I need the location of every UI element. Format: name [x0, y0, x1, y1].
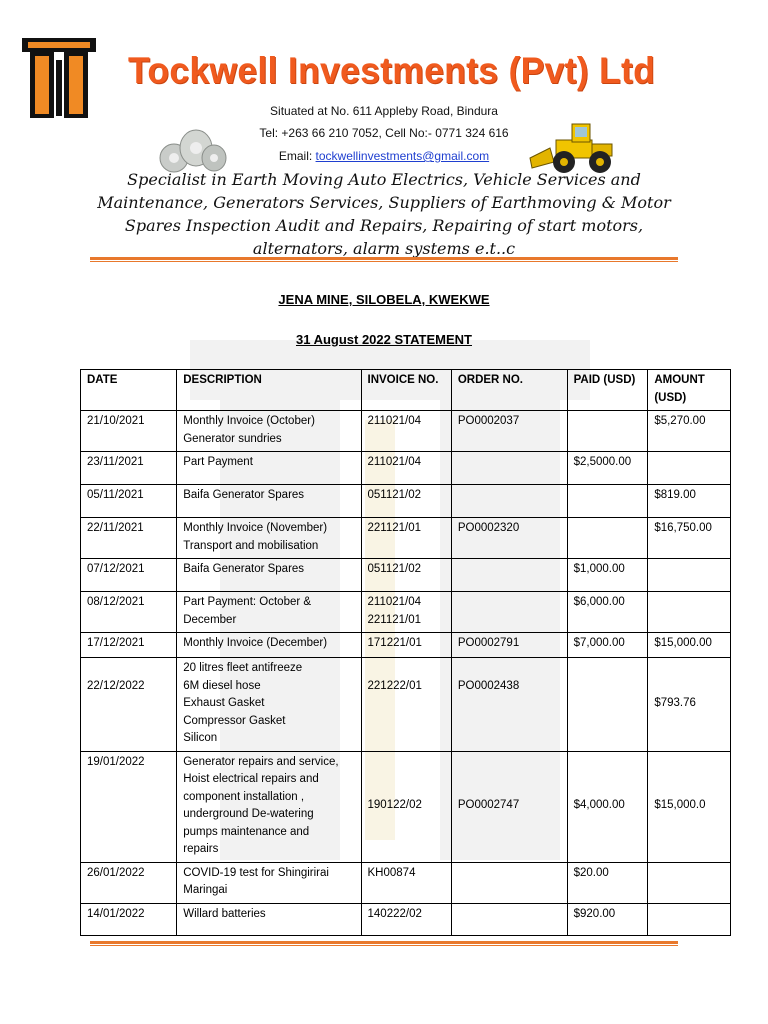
cell-date-text: 14/01/2022	[87, 907, 145, 920]
company-address: Situated at No. 611 Appleby Road, Bindura	[270, 104, 498, 118]
cell-invoice	[361, 862, 451, 903]
cell-paid	[567, 903, 648, 935]
cell-date-text: 26/01/2022	[87, 866, 145, 879]
table-row	[81, 751, 731, 862]
cell-invoice	[361, 751, 451, 862]
cell-description-text: 6M diesel hose	[183, 679, 261, 692]
header-divider	[90, 257, 678, 262]
cell-description-text: Baifa Generator Spares	[183, 563, 305, 575]
cell-date-text: 17/12/2021	[87, 637, 145, 649]
cell-description-text: Part Payment: October &	[183, 596, 312, 608]
cell-date	[81, 559, 177, 592]
footer-divider	[90, 941, 678, 946]
cell-description-text: 20 litres fleet antifreeze	[183, 662, 303, 674]
cell-description-text: repairs	[183, 843, 219, 855]
cell-amount	[648, 452, 731, 485]
company-email-line	[0, 149, 768, 163]
cell-date-text: 07/12/2021	[87, 563, 145, 575]
cell-date-text: 21/10/2021	[87, 415, 145, 427]
cell-paid-text: $20.00	[573, 866, 609, 879]
cell-description	[177, 633, 361, 658]
cell-description-text: Generator sundries	[183, 432, 282, 445]
cell-amount-text: $16,750.00	[654, 522, 712, 534]
cell-amount	[648, 658, 731, 752]
cell-order-text: PO0002037	[457, 415, 520, 427]
cell-date	[81, 862, 177, 903]
cell-amount	[648, 411, 731, 452]
statement-rows	[81, 411, 731, 936]
cell-date-text: 08/12/2021	[87, 596, 145, 608]
cell-description	[177, 485, 361, 518]
cell-amount	[648, 751, 731, 862]
cell-amount	[648, 559, 731, 592]
cell-description-text: Hoist electrical repairs and	[183, 773, 319, 785]
cell-paid	[567, 518, 648, 559]
company-tagline: Specialist in Earth Moving Auto Electrics, Vehicle Services and Maintenance, Generators Services, Suppliers of Earthmoving & Motor Spares Inspection Audit and Repairs, Repairing of start motors, alternators, alarm systems e.t..c	[97, 170, 671, 258]
cell-description	[177, 903, 361, 935]
header-invoice-no: INVOICE NO.	[361, 370, 451, 411]
cell-description-text: component installation ,	[183, 790, 305, 803]
table-row	[81, 559, 731, 592]
email-label: Email:	[278, 149, 313, 163]
cell-description-text: Generator repairs and service,	[183, 755, 339, 768]
table-row	[81, 903, 731, 935]
cell-order	[451, 658, 567, 752]
cell-order	[451, 633, 567, 658]
header-description: DESCRIPTION	[177, 370, 361, 411]
cell-date	[81, 633, 177, 658]
cell-date	[81, 658, 177, 752]
cell-order-text: PO0002747	[457, 799, 520, 812]
cell-invoice	[361, 411, 451, 452]
cell-paid	[567, 559, 648, 592]
cell-date-text: 23/11/2021	[87, 456, 144, 468]
table-row	[81, 658, 731, 752]
cell-date	[81, 751, 177, 862]
cell-paid	[567, 452, 648, 485]
cell-invoice-text: 190122/02	[367, 799, 422, 812]
cell-description-text: Silicon	[183, 732, 218, 744]
cell-invoice-text: 221222/01	[367, 680, 422, 692]
cell-order-text: PO0002791	[457, 637, 520, 649]
cell-paid	[567, 485, 648, 518]
cell-order	[451, 411, 567, 452]
cell-invoice	[361, 452, 451, 485]
cell-amount	[648, 633, 731, 658]
cell-date-text: 05/11/2021	[87, 489, 144, 501]
cell-invoice-text: 211021/04	[367, 596, 422, 608]
cell-date	[81, 411, 177, 452]
header-amount: AMOUNT (USD)	[648, 370, 731, 411]
cell-date	[81, 592, 177, 633]
table-row	[81, 518, 731, 559]
cell-description-text: Monthly Invoice (October)	[183, 415, 315, 427]
table-row	[81, 592, 731, 633]
cell-paid	[567, 633, 648, 658]
cell-description-text: Transport and mobilisation	[183, 539, 319, 552]
cell-invoice-text: 211021/04	[367, 415, 422, 427]
cell-date	[81, 485, 177, 518]
cell-date	[81, 903, 177, 935]
cell-amount	[648, 518, 731, 559]
cell-paid-text: $920.00	[573, 907, 616, 920]
company-phone: Tel: +263 66 210 7052, Cell No:- 0771 324 616	[259, 126, 509, 140]
table-row	[81, 633, 731, 658]
cell-invoice	[361, 559, 451, 592]
table-row	[81, 411, 731, 452]
cell-order	[451, 903, 567, 935]
cell-description-text: Monthly Invoice (December)	[183, 637, 328, 649]
cell-invoice	[361, 592, 451, 633]
cell-amount-text: $15,000.0	[654, 799, 706, 812]
cell-paid	[567, 592, 648, 633]
cell-date-text: 22/12/2022	[87, 680, 145, 692]
cell-invoice-text: 221121/01	[367, 522, 422, 534]
cell-description-text: pumps maintenance and	[183, 825, 310, 838]
cell-order-text: PO0002320	[457, 522, 520, 534]
wire-coils-image	[156, 118, 228, 174]
email-link[interactable]: tockwellinvestments@gmail.com	[315, 149, 490, 163]
header-order-no: ORDER NO.	[451, 370, 567, 411]
cell-description-text: December	[183, 613, 237, 626]
cell-invoice-text: 171221/01	[367, 637, 422, 649]
cell-invoice	[361, 903, 451, 935]
cell-paid	[567, 411, 648, 452]
cell-amount-text: $793.76	[654, 697, 696, 709]
cell-amount-text: $819.00	[654, 489, 696, 501]
cell-date	[81, 452, 177, 485]
cell-invoice	[361, 633, 451, 658]
table-row	[81, 452, 731, 485]
cell-description-text: Compressor Gasket	[183, 714, 286, 727]
cell-description	[177, 592, 361, 633]
cell-date-text: 19/01/2022	[87, 755, 145, 768]
cell-date	[81, 518, 177, 559]
cell-amount	[648, 903, 731, 935]
cell-order	[451, 485, 567, 518]
cell-order	[451, 862, 567, 903]
cell-paid-text: $6,000.00	[573, 596, 625, 608]
cell-amount-text: $5,270.00	[654, 415, 706, 427]
cell-description-text: Exhaust Gasket	[183, 697, 265, 709]
cell-paid	[567, 862, 648, 903]
cell-paid	[567, 751, 648, 862]
company-name: Tockwell Investments (Pvt) Ltd	[128, 50, 656, 91]
cell-description-text: Maringai	[183, 884, 228, 896]
cell-description	[177, 751, 361, 862]
cell-amount-text: $15,000.00	[654, 637, 712, 649]
cell-invoice-text: 211021/04	[367, 456, 422, 468]
cell-invoice-text: 221121/01	[367, 613, 422, 626]
cell-amount	[648, 592, 731, 633]
cell-order	[451, 452, 567, 485]
header-paid: PAID (USD)	[567, 370, 648, 411]
cell-description-text: Baifa Generator Spares	[183, 489, 305, 501]
cell-description-text: underground De-watering	[183, 808, 314, 820]
cell-order	[451, 559, 567, 592]
cell-description	[177, 411, 361, 452]
cell-description	[177, 452, 361, 485]
header-date: DATE	[81, 370, 177, 411]
client-heading: JENA MINE, SILOBELA, KWEKWE	[278, 292, 490, 307]
cell-invoice-text: 051121/02	[367, 563, 422, 575]
cell-order-text: PO0002438	[457, 680, 520, 692]
cell-paid-text: $7,000.00	[573, 637, 625, 649]
table-header-row	[81, 370, 731, 411]
cell-invoice-text: 051121/02	[367, 489, 422, 501]
cell-paid-text: $4,000.00	[573, 799, 625, 812]
statement-table	[80, 369, 731, 936]
cell-invoice	[361, 658, 451, 752]
cell-description	[177, 518, 361, 559]
cell-description-text: Part Payment	[183, 456, 253, 468]
cell-description-text: COVID-19 test for Shingirirai	[183, 866, 329, 879]
cell-invoice-text: KH00874	[367, 866, 416, 879]
cell-invoice	[361, 518, 451, 559]
table-row	[81, 862, 731, 903]
table-row	[81, 485, 731, 518]
cell-description	[177, 559, 361, 592]
cell-order	[451, 592, 567, 633]
cell-paid-text: $1,000.00	[573, 563, 625, 575]
cell-invoice	[361, 485, 451, 518]
cell-amount	[648, 862, 731, 903]
cell-description	[177, 658, 361, 752]
cell-date-text: 22/11/2021	[87, 522, 144, 534]
cell-paid-text: $2,5000.00	[573, 456, 632, 468]
statement-title: 31 August 2022 STATEMENT	[295, 332, 472, 347]
cell-description	[177, 862, 361, 903]
cell-paid	[567, 658, 648, 752]
cell-description-text: Monthly Invoice (November)	[183, 522, 328, 534]
cell-order	[451, 751, 567, 862]
cell-amount	[648, 485, 731, 518]
cell-description-text: Willard batteries	[183, 907, 266, 920]
cell-order	[451, 518, 567, 559]
cell-invoice-text: 140222/02	[367, 907, 422, 920]
